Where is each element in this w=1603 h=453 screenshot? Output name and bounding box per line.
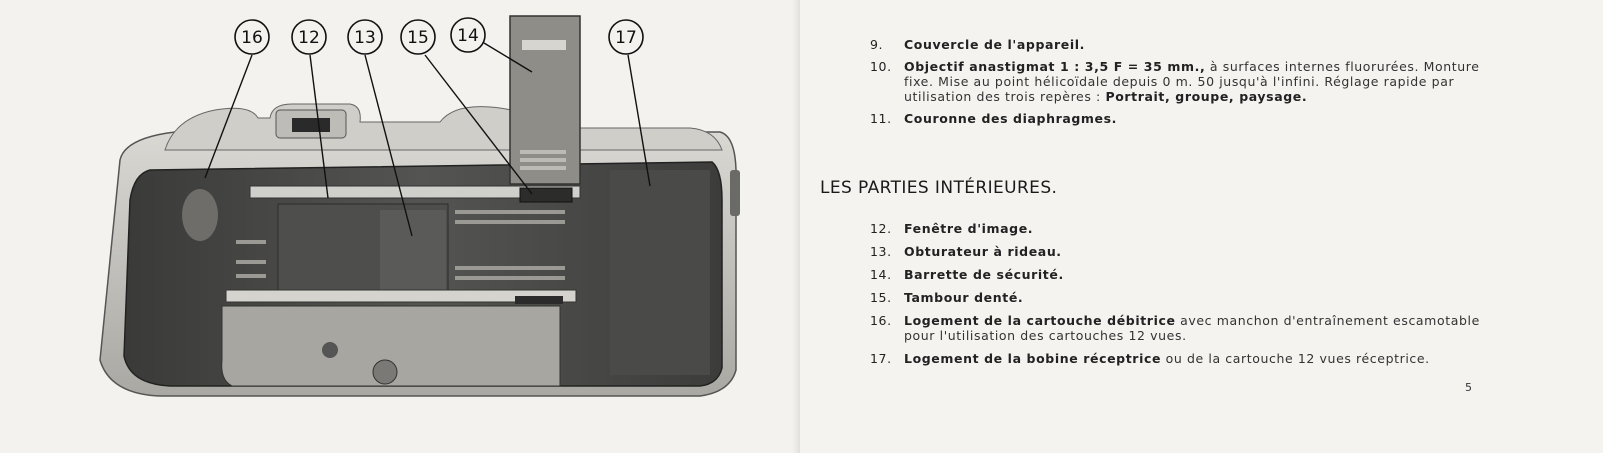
list-item: 15. Tambour denté.	[870, 290, 1024, 305]
takeup-spool-chamber	[610, 170, 710, 375]
parts-list-interior	[870, 221, 1504, 374]
list-item: 12. Fenêtre d'image.	[870, 221, 1034, 236]
svg-text:15: 15	[407, 28, 429, 48]
callout-12	[292, 20, 326, 54]
supply-cartridge-chamber	[182, 189, 218, 241]
callout-14	[451, 18, 485, 52]
curtain-shutter	[380, 210, 446, 290]
list-item: 14. Barrette de sécurité.	[870, 267, 1064, 282]
callout-markers	[235, 18, 643, 54]
list-item: 17. Logement de la bobine réceptrice ou de la cartouche 12 vues réceptrice.	[870, 351, 1430, 366]
callout-17	[609, 20, 643, 54]
list-item: 13. Obturateur à rideau.	[870, 244, 1062, 259]
sprocket-drum	[520, 188, 572, 202]
list-item: 16. Logement de la cartouche débitrice avec manchon d'entraînement escamotable pour l'utilisation des cartouches 12 vues.	[870, 313, 1480, 343]
callout-13	[348, 20, 382, 54]
left-page	[0, 0, 800, 453]
list-item: 9. Couvercle de l'appareil.	[870, 37, 1085, 52]
svg-text:13: 13	[354, 28, 376, 48]
page-number: 5	[1465, 381, 1472, 394]
parts-list-exterior	[870, 37, 1504, 133]
svg-text:12: 12	[298, 28, 320, 48]
list-item: 10. Objectif anastigmat 1 : 3,5 F = 35 mm., à surfaces internes fluorurées. Monture fixe. Mise au point hélicoïdale depuis 0 m. 50 jusqu'à l'infini. Réglage rapide par utilisation des trois repères : Portrait, groupe, paysage.	[870, 59, 1480, 104]
list-item: 11. Couronne des diaphragmes.	[870, 111, 1118, 126]
svg-text:17: 17	[615, 28, 637, 48]
callout-16	[235, 20, 269, 54]
section-heading: LES PARTIES INTÉRIEURES.	[820, 178, 1058, 198]
camera-interior-illustration	[0, 0, 800, 453]
svg-text:16: 16	[241, 28, 263, 48]
top-plate	[165, 104, 722, 150]
callout-15	[401, 20, 435, 54]
svg-text:14: 14	[457, 26, 479, 46]
